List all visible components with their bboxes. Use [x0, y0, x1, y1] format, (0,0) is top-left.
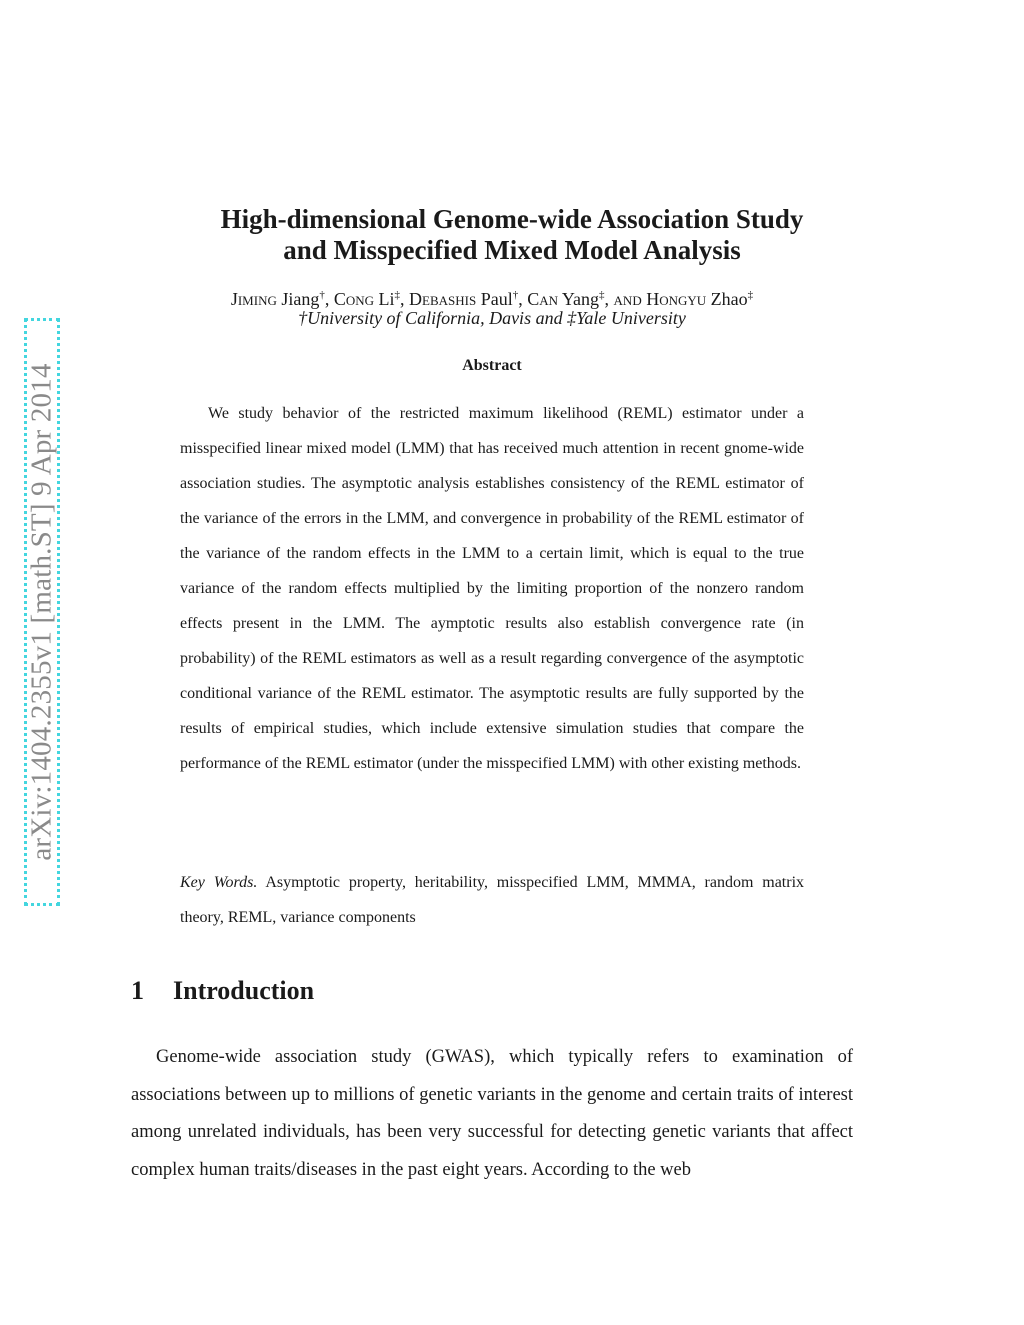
author: Jiming Jiang†, [230, 289, 334, 309]
section-heading [131, 976, 314, 1006]
affiliations: †University of California, Davis and ‡Yale University [298, 308, 686, 328]
keywords-text: Asymptotic property, heritability, misspecified LMM, MMMA, random matrix theory, REML, variance components [180, 874, 805, 926]
title-line-2: and Misspecified Mixed Model Analysis [283, 235, 741, 265]
abstract-heading: Abstract [462, 357, 522, 374]
author: and Hongyu Zhao‡ [613, 289, 754, 309]
title-line-1: High-dimensional Genome-wide Association Study [220, 204, 804, 234]
keywords [180, 865, 804, 935]
arxiv-identifier[interactable]: arXiv:1404.2355v1 [math.ST] 9 Apr 2014 [25, 363, 58, 861]
section-title: Introduction [173, 976, 315, 1005]
author: Debashis Paul†, [409, 289, 528, 309]
keywords-label: Key Words. [180, 874, 258, 891]
section-number: 1 [131, 976, 144, 1005]
author: Can Yang‡, [527, 289, 614, 309]
paper-title [0, 204, 1024, 266]
abstract-body: We study behavior of the restricted maximum likelihood (REML) estimator under a misspecified linear mixed model (LMM) that has received much attention in recent gnome-wide association studies. The asymptotic analysis establishes consistency of the REML estimator of the variance of the errors in the LMM, and convergence in probability of the REML estimator of the variance of the random effects in the LMM to a certain limit, which is equal to the true variance of the random effects multiplied by the limiting proportion of the nonzero random effects present in the LMM. The aymptotic results also establish convergence rate (in probability) of the REML estimators as well as a result regarding convergence of the asymptotic conditional variance of the REML estimator. The asymptotic results are fully supported by the results of empirical studies, which include extensive simulation studies that compare the performance of the REML estimator (under the misspecified LMM) with other existing methods. [180, 405, 804, 772]
introduction-body: Genome-wide association study (GWAS), which typically refers to examination of associations between up to millions of genetic variants in the genome and certain traits of interest among unrelated individuals, has been very successful for detecting genetic variants that affect complex human traits/diseases in the past eight years. According to the web [131, 1047, 853, 1181]
author: Cong Li‡, [333, 289, 410, 309]
